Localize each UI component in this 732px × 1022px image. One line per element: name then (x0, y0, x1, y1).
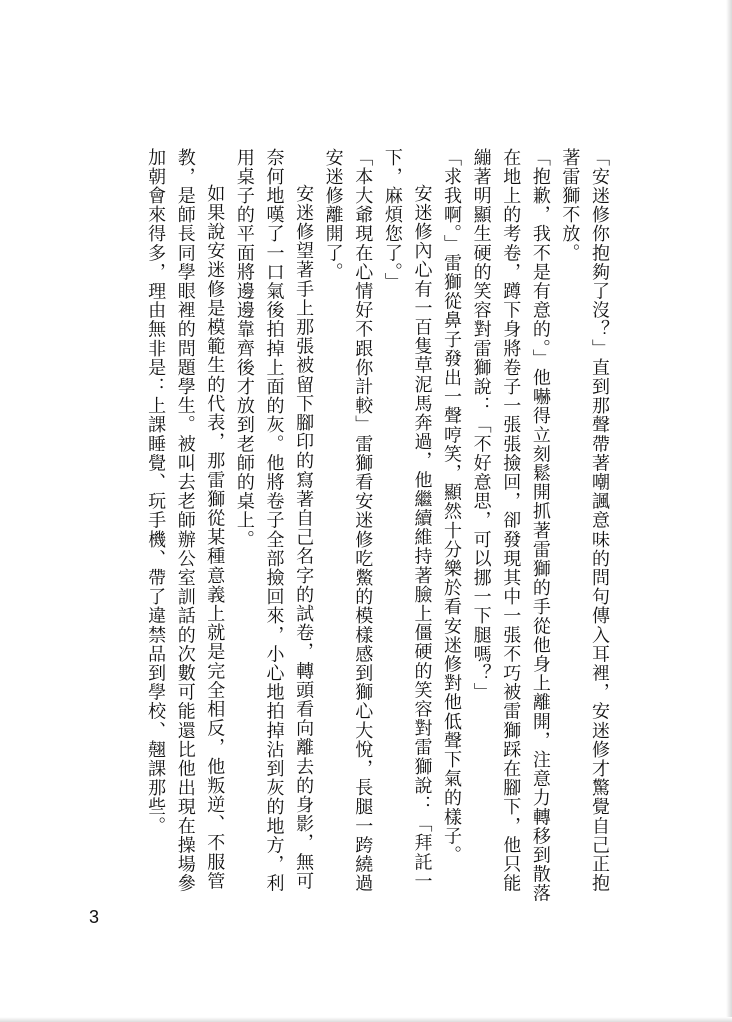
paragraph: 「求我啊。」雷獅從鼻子發出一聲哼笑，顯然十分樂於看安迷修對他低聲下氣的樣子。 (441, 148, 463, 865)
page-edge-shadow-right (726, 0, 732, 1022)
vertical-text-body (141, 148, 615, 908)
paragraph: 安迷修內心有一百隻草泥馬奔過，他繼續維持著臉上僵硬的笑容對雷獅說：「拜託一下，麻煩您了。」 (381, 148, 433, 891)
paragraph: 「安迷修你抱夠了沒？」直到那聲帶著嘲諷意味的問句傳入耳裡，安迷修才驚覺自己正抱著雷獅不放。 (559, 148, 610, 893)
paragraph: 如果說安迷修是模範生的代表，那雷獅從某種意義上就是完全相反，他叛逆、不服管教，是師長同學眼裡的問題學生。被叫去老師辦公室訓話的次數可能還比他出現在操場參加朝會來得多，理由無非是：上課睡覺、玩手機、帶了違禁品到學校、翹課那些。 (145, 148, 226, 893)
paragraph: 「本大爺現在心情好不跟你計較」雷獅看安迷修吃鱉的模樣感到獅心大悅，長腿一跨繞過安迷修離開了。 (322, 148, 374, 893)
paragraph: 安迷修望著手上那張被留下腳印的寫著自己名字的試卷，轉頭看向離去的身影，無可奈何地嘆了一口氣後拍掉上面的灰。他將卷子全部撿回來，小心地拍掉沾到灰的地方，利用桌子的平面將邊邊靠齊後才放到老師的桌上。 (233, 148, 315, 893)
page-edge-shadow-bottom (0, 1017, 732, 1022)
paragraph: 「抱歉，我不是有意的。」他嚇得立刻鬆開抓著雷獅的手從他身上離開，注意力轉移到散落在地上的考卷，蹲下身將卷子一張張撿回，卻發現其中一張不巧被雷獅踩在腳下，他只能繃著明顯生硬的笑容對雷獅說：「不好意思，可以挪一下腿嗎？」 (470, 148, 551, 903)
page-number: 3 (89, 907, 100, 927)
